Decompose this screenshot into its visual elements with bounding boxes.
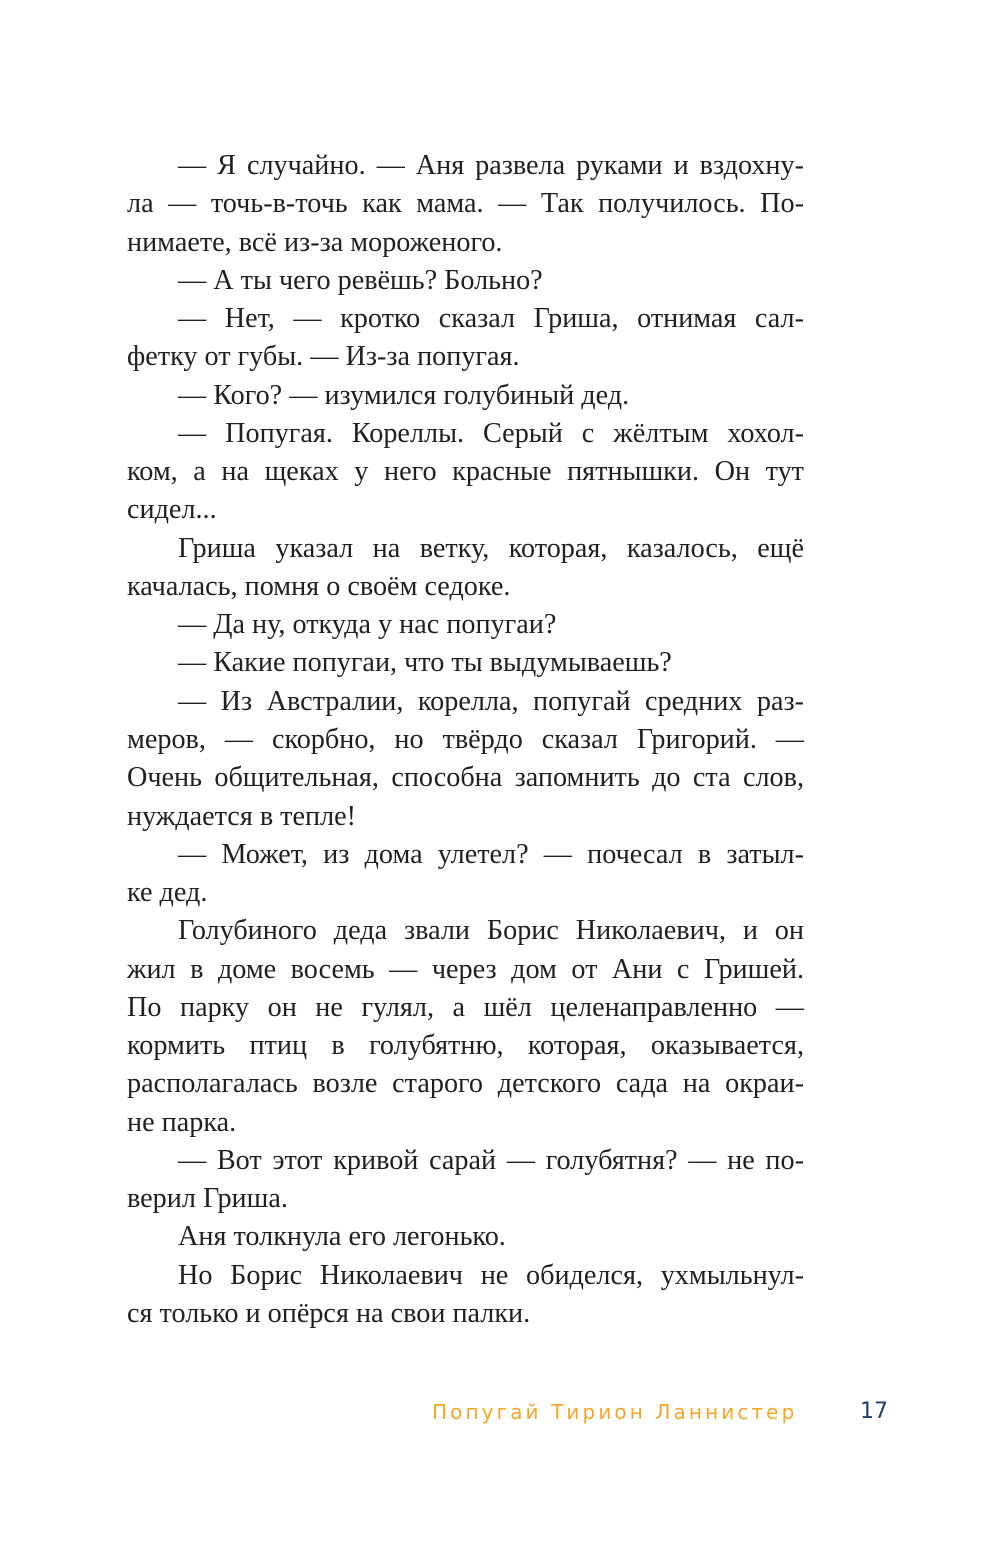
running-title: Попугай Тирион Ланнистер: [432, 1400, 798, 1424]
text-line: — А ты чего ревёшь? Больно?: [178, 264, 543, 296]
text-line: — Вот этот кривой сарай — голубятня? — не по-: [178, 1144, 804, 1176]
text-line: По парку он не гулял, а шёл целенаправленно —: [127, 991, 804, 1023]
text-line: меров, — скорбно, но твёрдо сказал Григорий. —: [127, 723, 804, 755]
text-line: ся только и опёрся на свои палки.: [127, 1297, 531, 1329]
text-line: ком, а на щеках у него красные пятнышки. Он тут: [127, 456, 804, 488]
text-line: сидел...: [127, 494, 217, 526]
text-line: — Попугая. Кореллы. Серый с жёлтым хохол-: [178, 417, 804, 449]
text-line: верил Гриша.: [127, 1183, 288, 1215]
text-line: жил в доме восемь — через дом от Ани с Гришей.: [127, 953, 804, 985]
text-line: Гриша указал на ветку, которая, казалось, ещё: [178, 532, 804, 564]
text-line: нуждается в тепле!: [127, 800, 357, 832]
text-line: кормить птиц в голубятню, которая, оказывается,: [127, 1030, 804, 1062]
text-line: нимаете, всё из-за мороженого.: [127, 226, 503, 258]
text-line: — Я случайно. — Аня развела руками и вздохну-: [178, 150, 804, 181]
text-line: — Да ну, откуда у нас попугаи?: [178, 609, 557, 641]
text-line: — Какие попугаи, что ты выдумываешь?: [178, 647, 672, 679]
text-line: Голубиного деда звали Борис Николаевич, и он: [178, 915, 804, 947]
text-line: Но Борис Николаевич не обиделся, ухмыльнул-: [178, 1259, 804, 1291]
text-line: — Кого? — изумился голубиный дед.: [178, 379, 630, 411]
text-line: ке дед.: [127, 877, 208, 909]
text-line: располагалась возле старого детского сада на окраи-: [127, 1068, 804, 1100]
text-line: Очень общительная, способна запомнить до ста слов,: [127, 762, 804, 794]
text-line: ла — точь-в-точь как мама. — Так получилось. По-: [127, 188, 804, 220]
text-line: не парка.: [127, 1106, 237, 1138]
text-line: — Из Австралии, корелла, попугай средних раз-: [178, 685, 804, 717]
text-line: — Нет, — кротко сказал Гриша, отнимая сал-: [178, 303, 804, 335]
text-line: — Может, из дома улетел? — почесал в затыл-: [178, 838, 804, 870]
text-line: фетку от губы. — Из-за попугая.: [127, 341, 520, 373]
book-page-body: [127, 147, 804, 1333]
text-line: Аня толкнула его легонько.: [178, 1221, 506, 1253]
page-number: 17: [860, 1399, 888, 1424]
text-line: качалась, помня о своём седоке.: [127, 570, 511, 602]
